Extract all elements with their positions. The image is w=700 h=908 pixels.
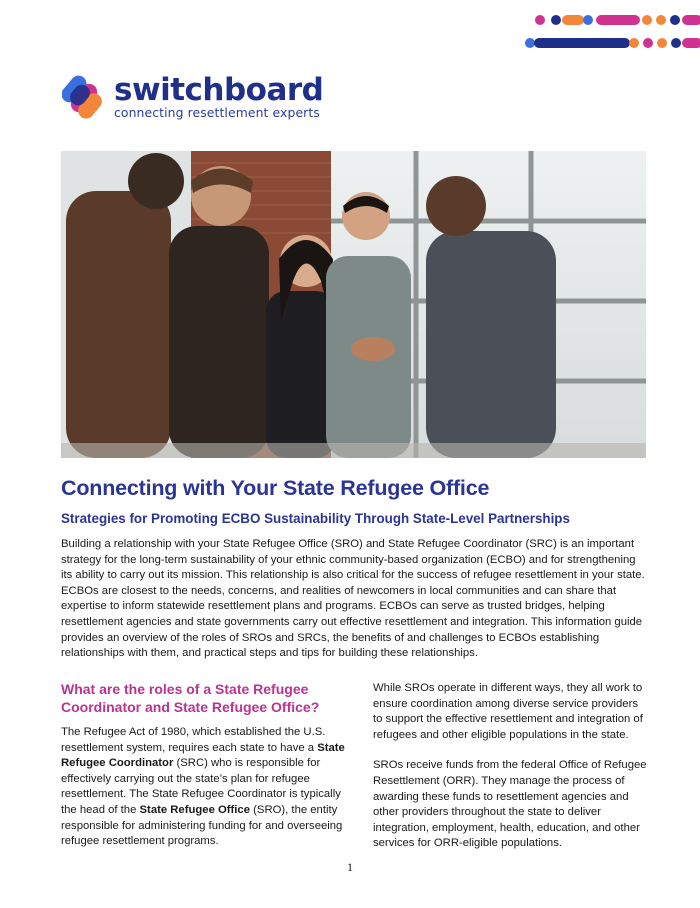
section-heading: What are the roles of a State Refugee Coordinator and State Refugee Office? xyxy=(61,681,320,715)
text-run: (SRO), the entity responsible for administering funding for and overseeing refugee resettlement programs. xyxy=(61,803,343,848)
switchboard-logo xyxy=(62,72,323,122)
text-run: The Refugee Act of 1980, which established the U.S. resettlement system, requires each state to have a xyxy=(61,726,326,754)
text-run: (SRC) who is responsible for effectively carrying out the state’s plan for refugee resettlement. The State Refugee Coordinator is typically the head of the xyxy=(61,757,341,816)
page-subtitle: Strategies for Promoting ECBO Sustainability Through State-Level Partnerships xyxy=(61,511,570,526)
term-sro: State Refugee Office xyxy=(139,803,251,816)
page-number: 1 xyxy=(347,860,353,874)
brand-tagline: connecting resettlement experts xyxy=(114,105,320,120)
intro-paragraph: Building a relationship with your State Refugee Office (SRO) and State Refugee Coordinator (SRC) is an important strategy for the long-term sustainability of your ethnic community-based organization (ECBO) and for strengthening its ability to carry out its mission. This relationship is also critical for the success of refugee resettlement in your state. ECBOs are closest to the needs, concerns, and realities of newcomers in local communities and can share that expertise to inform statewide resettlement plans and programs. ECBOs can serve as trusted bridges, helping resettlement agencies and state governments carry out effective resettlement and integration. This information guide provides an overview of the roles of SROs and SRCs, the benefits of and challenges to ECBOs establishing relationships with them, and practical steps and tips for building these relationships. xyxy=(61,538,645,660)
section-paragraph-2: While SROs operate in different ways, they all work to ensure coordination among diverse service providers to support the effective resettlement and integration of refugees and other eligible populations in the state. xyxy=(373,682,643,741)
page-title: Connecting with Your State Refugee Office xyxy=(61,476,490,500)
section-paragraph-3: SROs receive funds from the federal Office of Refugee Resettlement (ORR). They manage the process of awarding these funds to resettlement agencies and other providers throughout the state to deliver integration, employment, health, education, and other services for ORR-eligible populations. xyxy=(373,759,647,850)
people-handshake-photo xyxy=(61,151,646,458)
term-src: State Refugee Coordinator xyxy=(61,741,345,770)
left-column xyxy=(61,680,346,865)
right-column xyxy=(373,681,648,867)
switchboard-logo-icon xyxy=(62,72,104,122)
decorative-dots-graphic xyxy=(520,12,700,52)
section-paragraph-1 xyxy=(61,725,346,850)
brand-name: switchboard xyxy=(114,72,324,108)
